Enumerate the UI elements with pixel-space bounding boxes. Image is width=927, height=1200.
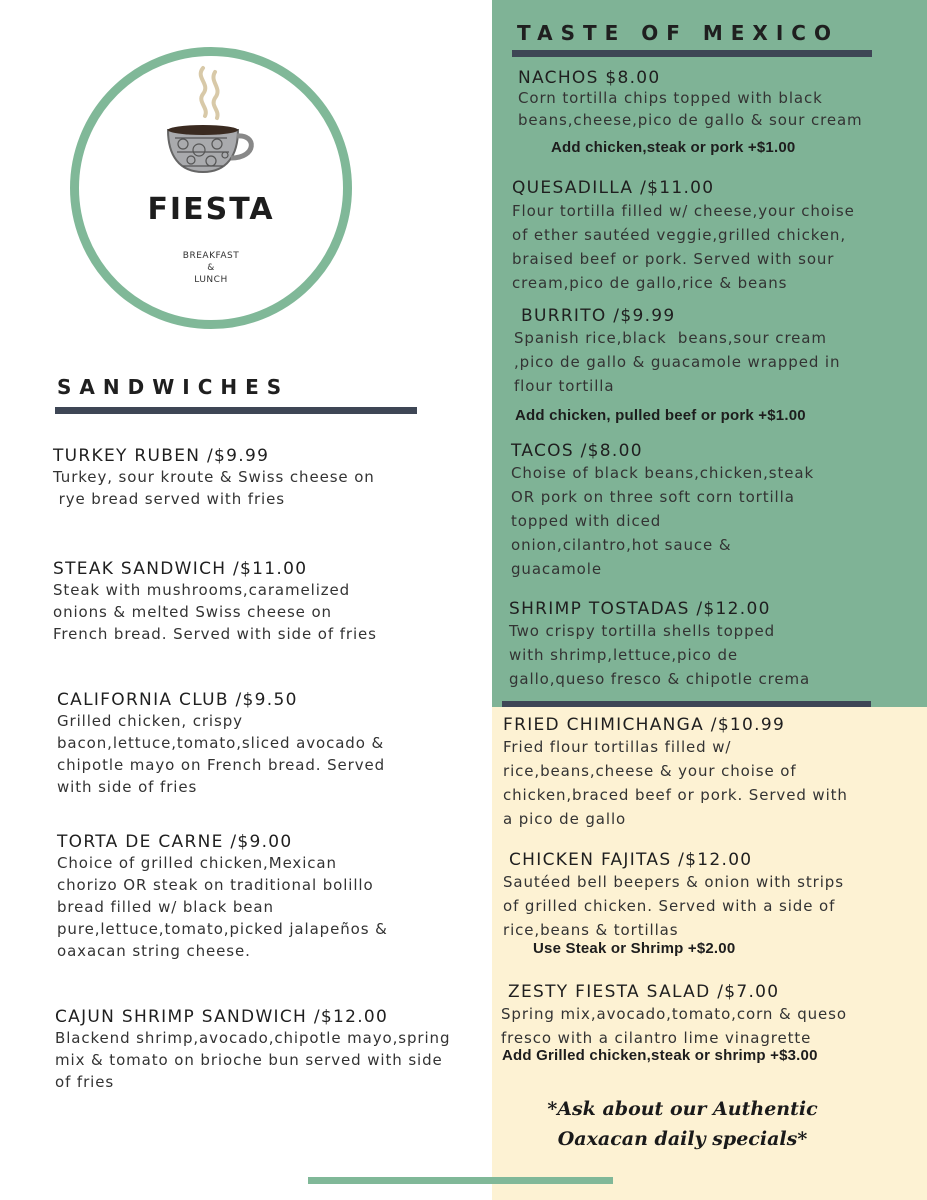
menu-item-chicken-fajitas bbox=[503, 850, 844, 959]
menu-item-nachos bbox=[518, 68, 863, 158]
item-desc: Spring mix,avocado,tomato,corn & queso fresco with a cilantro lime vinagrette bbox=[501, 1005, 847, 1047]
item-name: TURKEY RUBEN /$9.99 bbox=[53, 446, 270, 466]
menu-item-burrito bbox=[514, 306, 840, 426]
item-name: CAJUN SHRIMP SANDWICH /$12.00 bbox=[55, 1007, 389, 1027]
item-addon: Add Grilled chicken,steak or shrimp +$3.00 bbox=[502, 1047, 818, 1064]
item-desc: Flour tortilla filled w/ cheese,your choise of ether sautéed veggie,grilled chicken, braised beef or pork. Served with sour cream,pico de gallo,rice & beans bbox=[512, 202, 855, 292]
item-name: CALIFORNIA CLUB /$9.50 bbox=[57, 690, 298, 710]
item-desc: Fried flour tortillas filled w/ rice,beans,cheese & your choise of chicken,braced beef or pork. Served with a pico de gallo bbox=[503, 738, 848, 828]
menu-item-tacos bbox=[511, 441, 814, 581]
item-desc: Sautéed bell beepers & onion with strips of grilled chicken. Served with a side of rice,beans & tortillas bbox=[503, 873, 844, 939]
item-addon: Add chicken, pulled beef or pork +$1.00 bbox=[515, 407, 806, 424]
coffee-cup-icon bbox=[165, 60, 260, 175]
menu-item-quesadilla bbox=[512, 178, 855, 295]
menu-item-fried-chimichanga bbox=[503, 715, 848, 831]
taste-of-mexico-rule bbox=[512, 50, 872, 57]
item-desc: Choice of grilled chicken,Mexican chorizo OR steak on traditional bolillo bread filled w/ black bean pure,lettuce,tomato,picked jalapeños & oaxacan string cheese. bbox=[57, 854, 388, 960]
item-name: ZESTY FIESTA SALAD /$7.00 bbox=[508, 982, 780, 1002]
item-desc: Two crispy tortilla shells topped with shrimp,lettuce,pico de gallo,queso fresco & chipotle crema bbox=[509, 622, 811, 688]
taste-of-mexico-heading: TASTE OF MEXICO bbox=[517, 21, 839, 45]
menu-item-zesty-fiesta-salad bbox=[501, 982, 847, 1066]
menu-item-torta-de-carne bbox=[57, 832, 388, 962]
menu-item-cajun-shrimp-sandwich bbox=[55, 1007, 450, 1093]
brand-subtitle: BREAKFAST & LUNCH bbox=[182, 251, 240, 285]
footer-rule bbox=[308, 1177, 613, 1184]
item-desc: Spanish rice,black beans,sour cream ,pico de gallo & guacamole wrapped in flour tortilla bbox=[514, 329, 841, 395]
item-name: QUESADILLA /$11.00 bbox=[512, 178, 715, 198]
item-desc: Grilled chicken, crispy bacon,lettuce,tomato,sliced avocado & chipotle mayo on French bread. Served with side of fries bbox=[57, 712, 386, 796]
item-name: BURRITO /$9.99 bbox=[521, 306, 676, 326]
daily-specials-note: *Ask about our Authentic Oaxacan daily specials* bbox=[547, 1098, 818, 1150]
brand-name: FIESTA bbox=[147, 192, 275, 227]
item-addon: Add chicken,steak or pork +$1.00 bbox=[551, 139, 796, 156]
item-name: FRIED CHIMICHANGA /$10.99 bbox=[503, 715, 786, 735]
sandwiches-heading: SANDWICHES bbox=[57, 375, 290, 399]
menu-item-steak-sandwich bbox=[53, 559, 377, 645]
item-name: TORTA DE CARNE /$9.00 bbox=[57, 832, 293, 852]
item-name: CHICKEN FAJITAS /$12.00 bbox=[509, 850, 753, 870]
item-name: STEAK SANDWICH /$11.00 bbox=[53, 559, 308, 579]
item-desc: Corn tortilla chips topped with black beans,cheese,pico de gallo & sour cream bbox=[518, 89, 863, 129]
item-name: TACOS /$8.00 bbox=[511, 441, 643, 461]
item-addon: Use Steak or Shrimp +$2.00 bbox=[533, 940, 736, 957]
item-desc: Blackend shrimp,avocado,chipotle mayo,spring mix & tomato on brioche bun served with side of fries bbox=[55, 1029, 451, 1091]
item-desc: Steak with mushrooms,caramelized onions & melted Swiss cheese on French bread. Served with side of fries bbox=[53, 581, 377, 643]
menu-item-california-club bbox=[57, 690, 385, 798]
menu-item-turkey-ruben bbox=[53, 446, 375, 510]
item-name: SHRIMP TOSTADAS /$12.00 bbox=[509, 599, 771, 619]
item-desc: Choise of black beans,chicken,steak OR pork on three soft corn tortilla topped with diced onion,cilantro,hot sauce & guacamole bbox=[511, 464, 815, 578]
menu-item-shrimp-tostadas bbox=[509, 599, 810, 691]
item-desc: Turkey, sour kroute & Swiss cheese on rye bread served with fries bbox=[53, 468, 375, 508]
panel-divider-rule bbox=[502, 701, 871, 707]
item-name: NACHOS $8.00 bbox=[518, 68, 661, 88]
sandwiches-rule bbox=[55, 407, 417, 414]
